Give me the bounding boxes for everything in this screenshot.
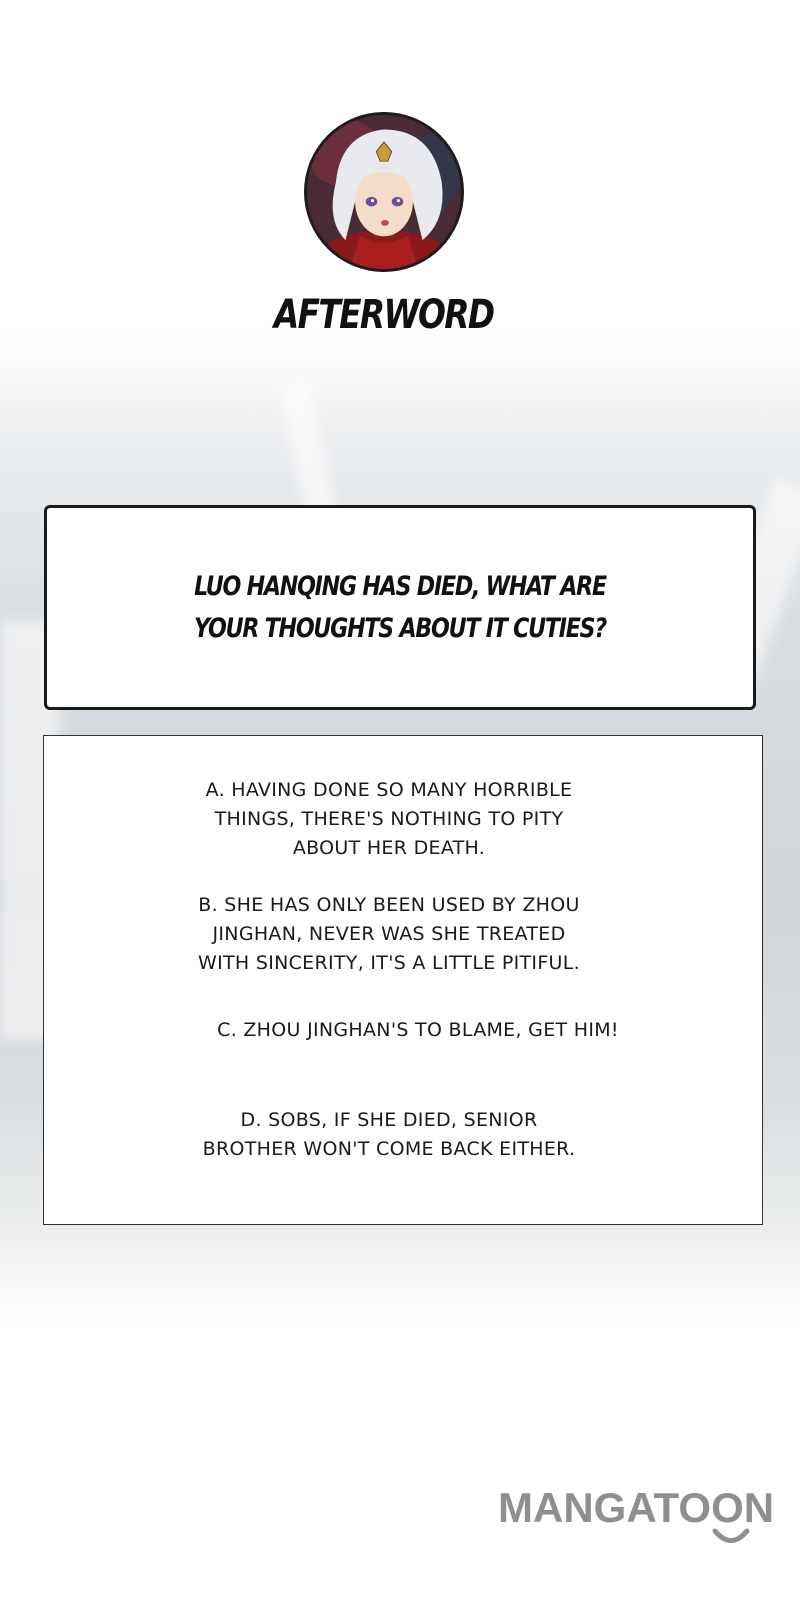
smile-icon: [712, 1528, 750, 1546]
option-b: B. SHE HAS ONLY BEEN USED BY ZHOU JINGHAN, NEVER WAS SHE TREATED WITH SINCERITY, IT'S A LITTLE PITIFUL.: [198, 894, 580, 974]
mangatoon-logo: [498, 1484, 798, 1554]
character-avatar: [304, 112, 464, 272]
logo-text: MANGATOON: [498, 1484, 775, 1531]
character-portrait-icon: [307, 115, 461, 269]
question-box: [44, 505, 756, 710]
options-box: [43, 735, 763, 1225]
option-a: A. HAVING DONE SO MANY HORRIBLE THINGS, THERE'S NOTHING TO PITY ABOUT HER DEATH.: [205, 779, 573, 859]
option-d: D. SOBS, IF SHE DIED, SENIOR BROTHER WON'T COME BACK EITHER.: [202, 1109, 576, 1160]
option-c: C. ZHOU JINGHAN'S TO BLAME, GET HIM!: [217, 1019, 619, 1041]
question-text: LUO HANQING HAS DIED, WHAT ARE YOUR THOUGHTS ABOUT IT CUTIES?: [194, 570, 606, 644]
page-title: AFTERWORD: [273, 292, 494, 338]
